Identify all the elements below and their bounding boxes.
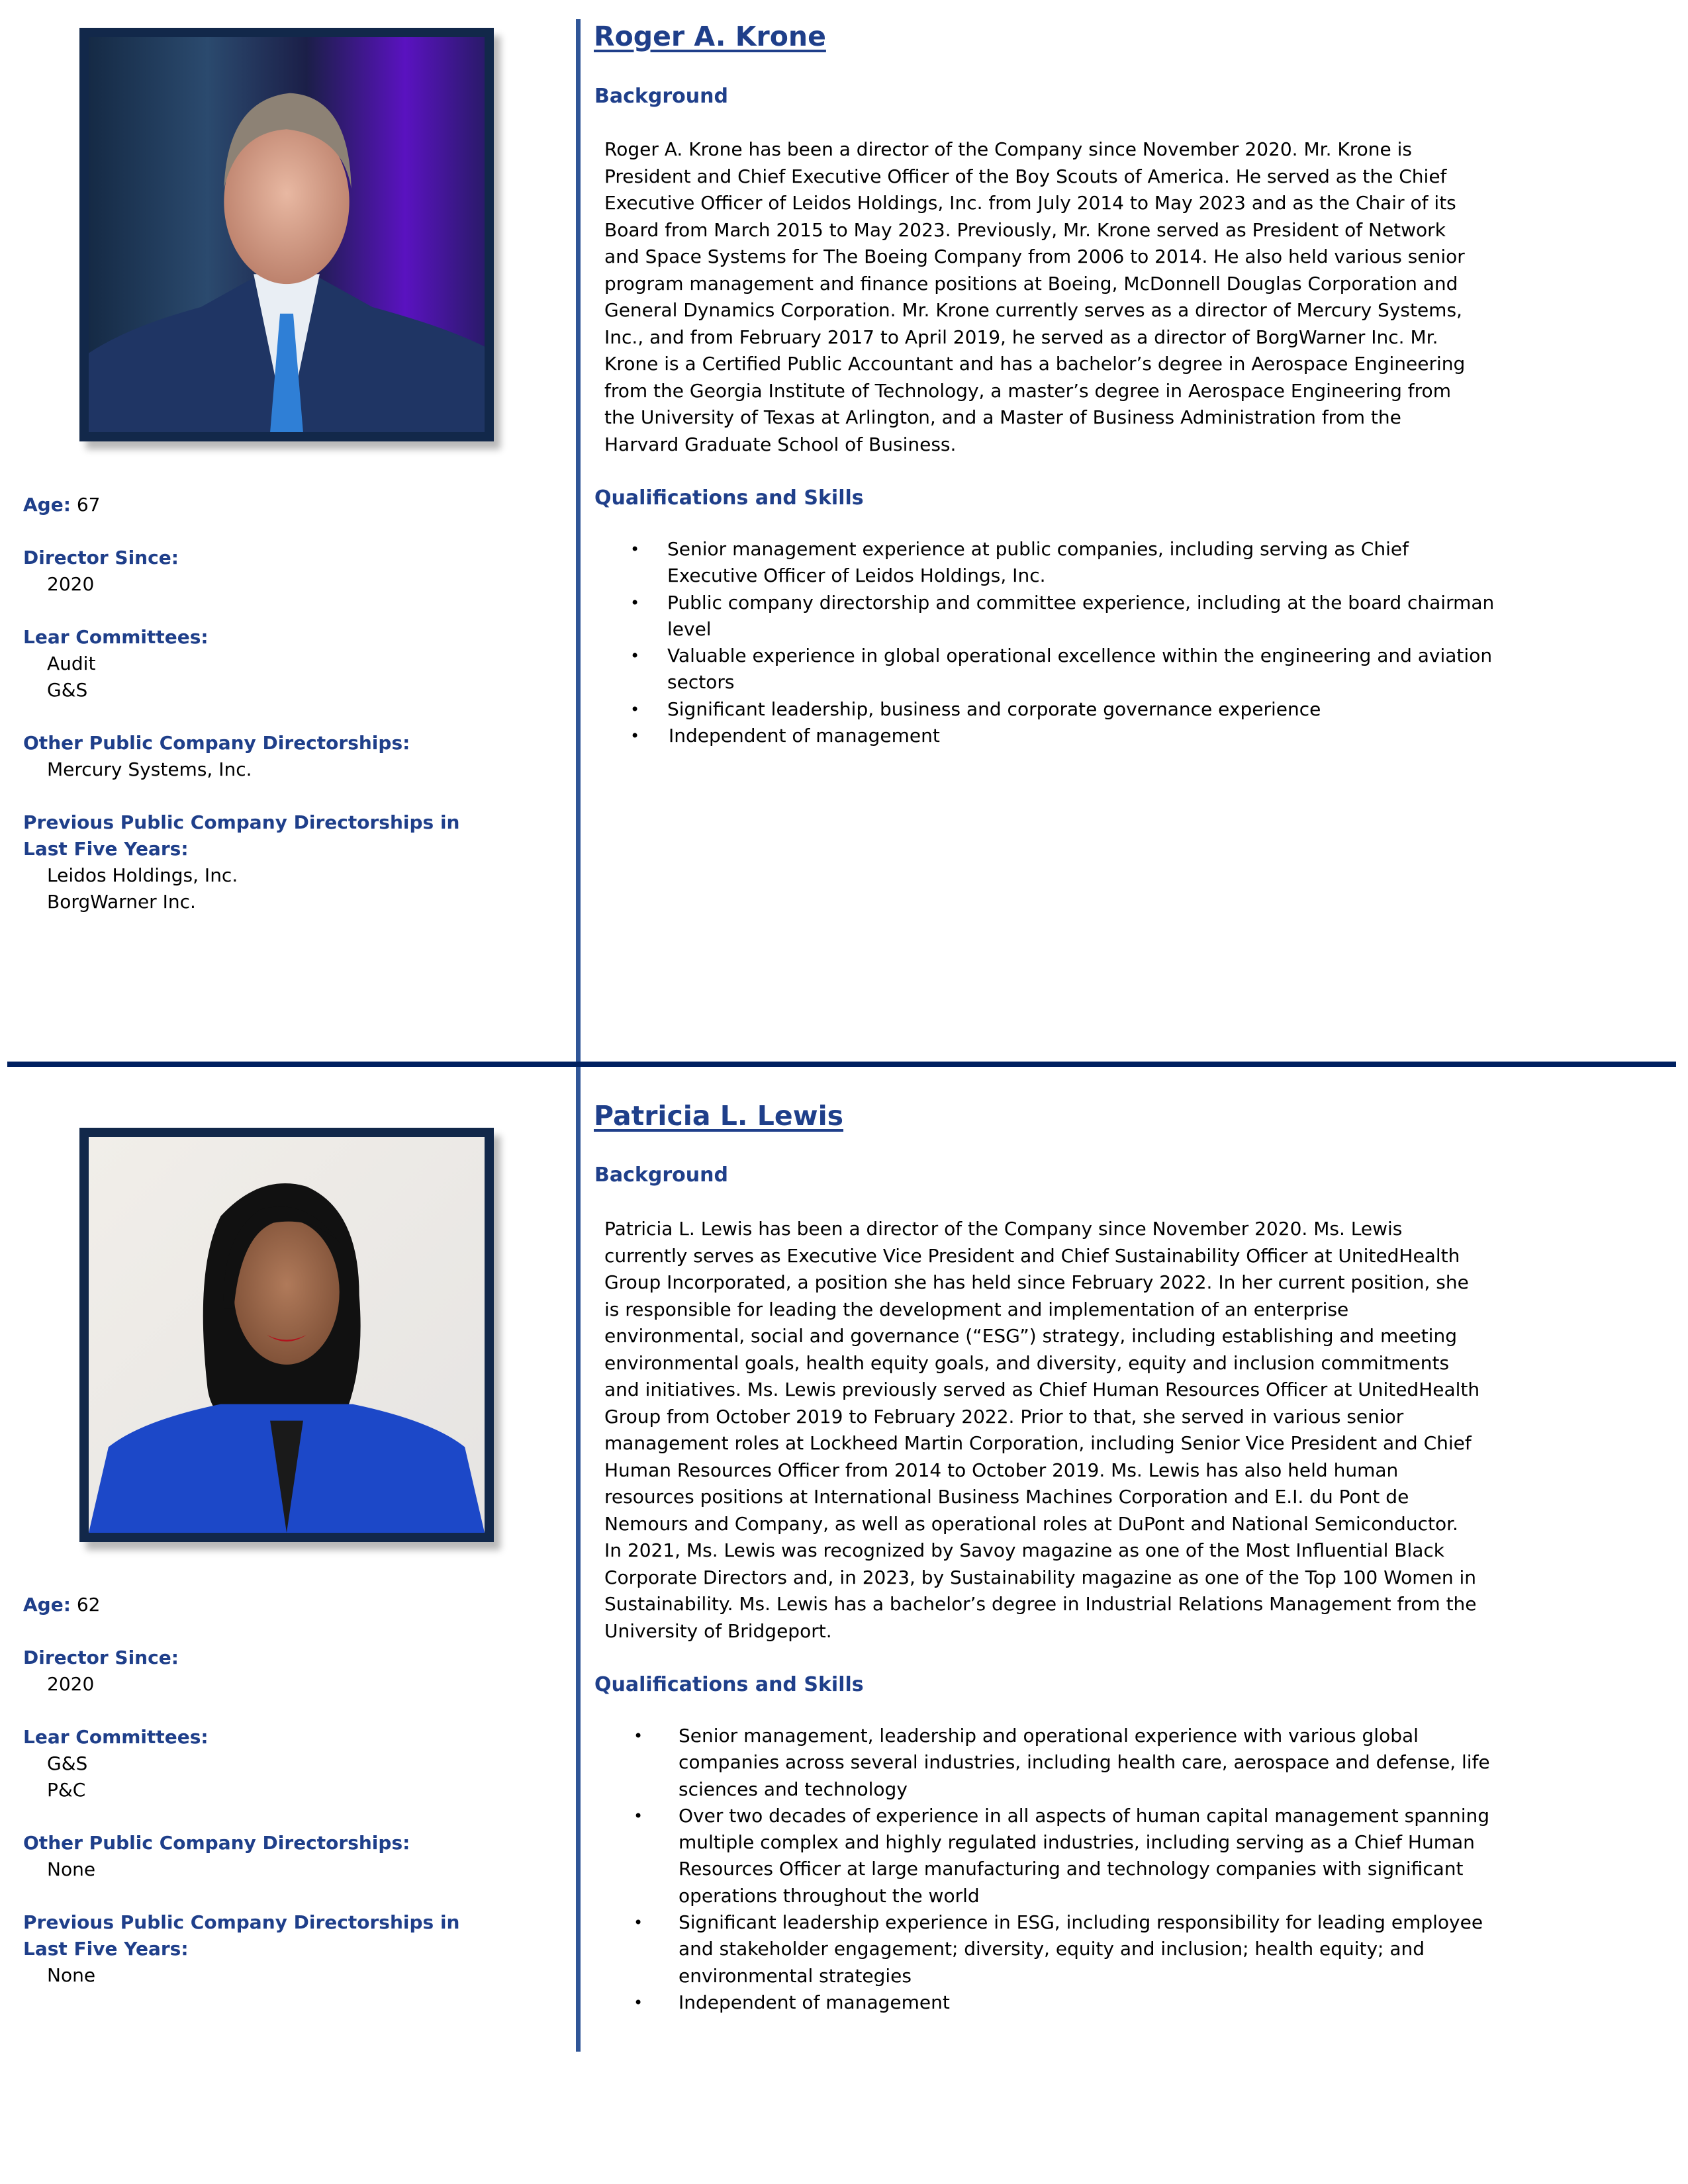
committees-field <box>23 1724 459 1803</box>
background-heading: Background <box>594 85 728 108</box>
bullet-icon: • <box>633 1806 643 1825</box>
director-photo-frame <box>79 1128 494 1542</box>
previous-directorship-item: None <box>47 1964 96 1986</box>
background-line: Nemours and Company, as well as operational roles at DuPont and National Semiconductor. <box>604 1512 1458 1535</box>
qualification-line: Independent of management <box>669 725 940 747</box>
qualification-line: environmental strategies <box>679 1964 912 1987</box>
background-line: from the Georgia Institute of Technology, a master’s degree in Aerospace Engineering from <box>604 379 1451 402</box>
background-line: Roger A. Krone has been a director of the Company since November 2020. Mr. Krone is <box>604 138 1413 160</box>
director-photo-frame <box>79 28 494 441</box>
director-photo <box>89 1137 485 1533</box>
background-line: Human Resources Officer from 2014 to October 2019. Ms. Lewis has also held human <box>604 1459 1399 1481</box>
qualification-line: Public company directorship and committee experience, including at the board chairman <box>667 591 1495 614</box>
background-line: management roles at Lockheed Martin Corporation, including Senior Vice President and Chief <box>604 1432 1472 1454</box>
background-line: Krone is a Certified Public Accountant and has a bachelor’s degree in Aerospace Engineering <box>604 353 1466 375</box>
committee-item: G&S <box>47 679 88 701</box>
qualification-line: Resources Officer at large manufacturing and technology companies with significant <box>679 1858 1464 1880</box>
director-since-label: Director Since: <box>23 547 179 569</box>
age-field <box>23 492 459 518</box>
committees-label: Lear Committees: <box>23 626 209 648</box>
qualification-line: Significant leadership experience in ESG, including responsibility for leading employee <box>679 1911 1483 1934</box>
portrait-image-icon <box>89 37 485 432</box>
qualification-line: companies across several industries, including health care, aerospace and defense, life <box>679 1751 1490 1774</box>
age-label: Age: <box>23 494 71 516</box>
committee-item: G&S <box>47 1752 88 1774</box>
qualification-line: level <box>667 617 712 640</box>
other-directorships-field <box>23 1830 459 1883</box>
background-line: Board from March 2015 to May 2023. Previously, Mr. Krone served as President of Network <box>604 218 1446 241</box>
portrait-image-icon <box>89 1137 485 1533</box>
previous-directorships-field <box>23 809 459 915</box>
qualification-line: sciences and technology <box>679 1778 908 1800</box>
background-line: Group Incorporated, a position she has held since February 2022. In her current position, she <box>604 1271 1469 1293</box>
other-directorship-item: Mercury Systems, Inc. <box>47 758 252 780</box>
background-line: environmental goals, health equity goals, and diversity, equity and inclusion commitments <box>604 1351 1450 1374</box>
bullet-icon: • <box>630 700 640 719</box>
qualification-line: and stakeholder engagement; diversity, equity and inclusion; health equity; and <box>679 1938 1425 1960</box>
director-since-field <box>23 545 459 598</box>
bullet-icon: • <box>633 1993 643 2012</box>
qualifications-heading: Qualifications and Skills <box>594 1673 864 1696</box>
background-line: program management and finance positions at Boeing, McDonnell Douglas Corporation and <box>604 272 1458 295</box>
background-line: Sustainability. Ms. Lewis has a bachelor’s degree in Industrial Relations Management from the <box>604 1593 1477 1615</box>
bullet-icon: • <box>633 1727 643 1745</box>
qualification-line: Over two decades of experience in all aspects of human capital management spanning <box>679 1804 1489 1827</box>
qualifications-list <box>630 536 1494 749</box>
bullet-icon: • <box>630 727 640 746</box>
background-line: General Dynamics Corporation. Mr. Krone currently serves as a director of Mercury Systems, <box>604 299 1462 321</box>
committees-label: Lear Committees: <box>23 1726 209 1748</box>
qualification-item <box>633 1909 1490 1989</box>
background-heading: Background <box>594 1163 728 1187</box>
qualification-item <box>633 1989 1490 2016</box>
background-line: President and Chief Executive Officer of the Boy Scouts of America. He served as the Chief <box>604 165 1447 187</box>
previous-directorships-label: Previous Public Company Directorships in <box>23 1911 460 1933</box>
director-name: Patricia L. Lewis <box>594 1100 844 1132</box>
previous-directorship-item: BorgWarner Inc. <box>47 891 196 913</box>
qualification-line: Senior management, leadership and operational experience with various global <box>679 1725 1419 1747</box>
bullet-icon: • <box>630 593 640 612</box>
committees-field <box>23 624 459 704</box>
background-line: Group from October 2019 to February 2022. Prior to that, she served in various senior <box>604 1405 1404 1428</box>
director-name: Roger A. Krone <box>594 21 826 52</box>
bullet-icon: • <box>630 540 640 559</box>
background-line: Executive Officer of Leidos Holdings, Inc. from July 2014 to May 2023 and as the Chair of its <box>604 192 1456 214</box>
qualification-item <box>633 1723 1490 1803</box>
age-value: 67 <box>76 494 101 516</box>
qualification-item <box>630 696 1494 723</box>
bullet-icon: • <box>630 647 640 666</box>
previous-directorships-label: Previous Public Company Directorships in <box>23 811 460 833</box>
qualification-line: Executive Officer of Leidos Holdings, Inc. <box>667 565 1046 587</box>
background-line: In 2021, Ms. Lewis was recognized by Savoy magazine as one of the Most Influential Black <box>604 1539 1445 1561</box>
bullet-icon: • <box>633 1913 643 1933</box>
age-value: 62 <box>76 1594 101 1615</box>
background-line: Harvard Graduate School of Business. <box>604 433 957 455</box>
committee-item: Audit <box>47 653 96 674</box>
qualification-line: operations throughout the world <box>679 1884 980 1907</box>
age-label: Age: <box>23 1594 71 1615</box>
previous-directorships-field <box>23 1909 459 1989</box>
other-directorships-label: Other Public Company Directorships: <box>23 1832 410 1854</box>
director-since-label: Director Since: <box>23 1647 179 1668</box>
director-since-value: 2020 <box>47 1673 95 1695</box>
director-since-value: 2020 <box>47 573 95 595</box>
previous-directorships-label: Last Five Years: <box>23 1938 189 1960</box>
background-text <box>604 136 1465 458</box>
other-directorships-label: Other Public Company Directorships: <box>23 732 410 754</box>
background-line: resources positions at International Business Machines Corporation and E.I. du Pont de <box>604 1486 1409 1508</box>
director-photo <box>89 37 485 432</box>
qualification-line: Valuable experience in global operational excellence within the engineering and aviation <box>667 645 1493 667</box>
director-facts <box>23 492 459 942</box>
qualifications-heading: Qualifications and Skills <box>594 486 864 510</box>
background-line: environmental, social and governance (“ESG”) strategy, including establishing and meeting <box>604 1325 1457 1347</box>
qualification-item <box>630 723 1494 749</box>
background-line: and initiatives. Ms. Lewis previously served as Chief Human Resources Officer at UnitedHealth <box>604 1379 1480 1400</box>
background-text <box>604 1216 1479 1645</box>
background-line: and Space Systems for The Boeing Company from 2006 to 2014. He also held various senior <box>604 246 1465 267</box>
column-divider-vertical <box>576 19 581 2052</box>
director-facts <box>23 1592 459 2015</box>
committee-item: P&C <box>47 1779 86 1801</box>
section-divider-horizontal <box>7 1062 1676 1067</box>
previous-directorship-item: Leidos Holdings, Inc. <box>47 864 238 886</box>
qualification-line: sectors <box>667 671 735 694</box>
qualification-item <box>630 590 1494 643</box>
qualification-line: Significant leadership, business and corporate governance experience <box>667 698 1321 720</box>
qualification-line: Independent of management <box>679 1991 950 2013</box>
previous-directorships-label: Last Five Years: <box>23 838 189 860</box>
age-field <box>23 1592 459 1618</box>
background-line: Patricia L. Lewis has been a director of the Company since November 2020. Ms. Lewis <box>604 1218 1403 1240</box>
other-directorships-field <box>23 730 459 783</box>
qualification-item <box>630 643 1494 696</box>
background-line: Inc., and from February 2017 to April 2019, he served as a director of BorgWarner Inc. Mr. <box>604 326 1438 348</box>
qualification-item <box>630 536 1494 590</box>
background-line: currently serves as Executive Vice President and Chief Sustainability Officer at UnitedHealth <box>604 1244 1460 1267</box>
other-directorship-item: None <box>47 1858 96 1880</box>
qualifications-list <box>633 1723 1490 2016</box>
qualification-item <box>633 1803 1490 1909</box>
background-line: the University of Texas at Arlington, and a Master of Business Administration from the <box>604 406 1401 428</box>
qualification-line: Senior management experience at public companies, including serving as Chief <box>667 538 1409 560</box>
background-line: is responsible for leading the development and implementation of an enterprise <box>604 1298 1349 1320</box>
director-since-field <box>23 1645 459 1698</box>
qualification-line: multiple complex and highly regulated industries, including serving as a Chief Human <box>679 1831 1475 1854</box>
background-line: Corporate Directors and, in 2023, by Sustainability magazine as one of the Top 100 Women in <box>604 1566 1476 1588</box>
background-line: University of Bridgeport. <box>604 1619 832 1642</box>
